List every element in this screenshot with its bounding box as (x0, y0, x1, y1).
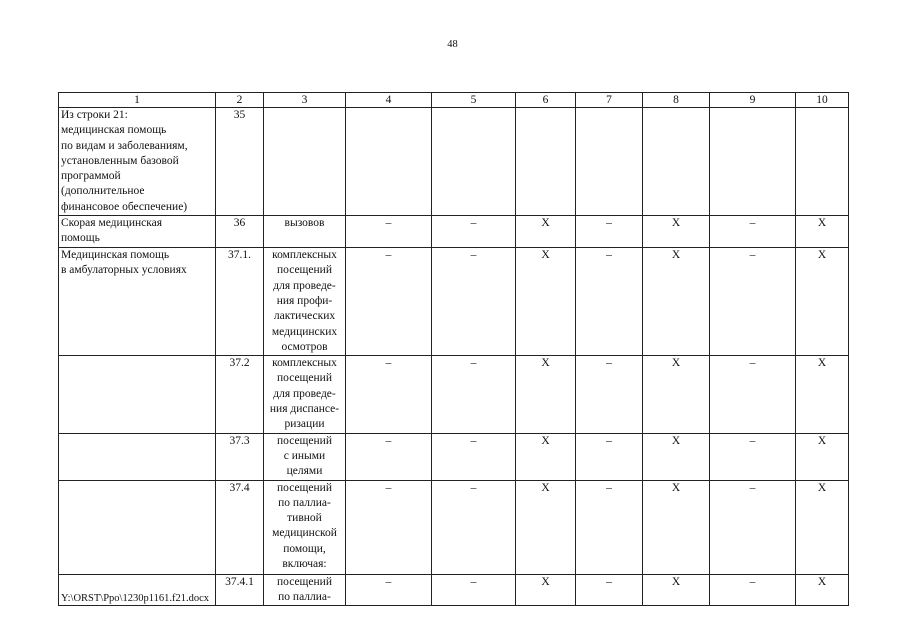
value-cell (710, 108, 796, 216)
value-cell: – (432, 248, 516, 356)
table-row (59, 480, 849, 574)
value-cell: – (710, 574, 796, 606)
value-cell: – (346, 248, 432, 356)
row-number-cell: 37.1. (216, 248, 264, 356)
unit-cell: комплексных посещений для проведе- ния диспансе- ризации (264, 356, 346, 433)
table-row (59, 356, 849, 433)
value-cell: Х (643, 248, 710, 356)
value-cell: Х (796, 216, 849, 248)
value-cell (643, 108, 710, 216)
row-description-cell (59, 356, 216, 433)
row-number-cell: 37.2 (216, 356, 264, 433)
table-row (59, 433, 849, 480)
value-cell: – (576, 248, 643, 356)
value-cell: Х (796, 248, 849, 356)
unit-cell: посещений по паллиа- (264, 574, 346, 606)
column-header: 2 (216, 93, 264, 108)
value-cell: – (710, 248, 796, 356)
column-header: 9 (710, 93, 796, 108)
value-cell: – (432, 433, 516, 480)
row-number-cell: 35 (216, 108, 264, 216)
value-cell: – (432, 480, 516, 574)
value-cell: – (576, 433, 643, 480)
value-cell: – (432, 574, 516, 606)
table-row (59, 216, 849, 248)
value-cell (796, 108, 849, 216)
value-cell: Х (516, 356, 576, 433)
value-cell: – (346, 356, 432, 433)
value-cell: Х (643, 216, 710, 248)
unit-cell: комплексных посещений для проведе- ния профи- лактических медицинских осмотров (264, 248, 346, 356)
row-description-cell (59, 433, 216, 480)
value-cell: Х (796, 356, 849, 433)
value-cell: – (710, 216, 796, 248)
column-header: 5 (432, 93, 516, 108)
value-cell (516, 108, 576, 216)
column-header: 3 (264, 93, 346, 108)
value-cell: – (346, 574, 432, 606)
value-cell: Х (516, 216, 576, 248)
row-number-cell: 37.4.1 (216, 574, 264, 606)
row-description-cell (59, 480, 216, 574)
unit-cell: посещений по паллиа- тивной медицинской помощи, включая: (264, 480, 346, 574)
column-header: 10 (796, 93, 849, 108)
unit-cell (264, 108, 346, 216)
value-cell: Х (643, 480, 710, 574)
row-description-cell: Медицинская помощь в амбулаторных условиях (59, 248, 216, 356)
value-cell: – (710, 480, 796, 574)
table-row (59, 108, 849, 216)
value-cell: Х (643, 433, 710, 480)
table-header-row (59, 93, 849, 108)
value-cell: – (346, 433, 432, 480)
column-header: 4 (346, 93, 432, 108)
value-cell: Х (796, 480, 849, 574)
value-cell: – (346, 216, 432, 248)
value-cell: Х (643, 356, 710, 433)
value-cell: – (432, 356, 516, 433)
column-header: 7 (576, 93, 643, 108)
column-header: 6 (516, 93, 576, 108)
column-header: 8 (643, 93, 710, 108)
row-number-cell: 37.3 (216, 433, 264, 480)
row-description-cell: Из строки 21: медицинская помощь по видам и заболеваниям, установленным базовой программой (дополнительное финансовое обеспечение) (59, 108, 216, 216)
value-cell (576, 108, 643, 216)
value-cell: – (576, 356, 643, 433)
value-cell: – (576, 480, 643, 574)
value-cell: Х (796, 433, 849, 480)
value-cell: Х (516, 574, 576, 606)
value-cell (346, 108, 432, 216)
value-cell: – (710, 356, 796, 433)
value-cell (432, 108, 516, 216)
column-header: 1 (59, 93, 216, 108)
row-number-cell: 36 (216, 216, 264, 248)
row-description-cell: Скорая медицинская помощь (59, 216, 216, 248)
table-row (59, 248, 849, 356)
unit-cell: вызовов (264, 216, 346, 248)
page-number: 48 (447, 39, 458, 50)
value-cell: – (346, 480, 432, 574)
value-cell: Х (643, 574, 710, 606)
value-cell: Х (796, 574, 849, 606)
row-number-cell: 37.4 (216, 480, 264, 574)
footer-file-path: Y:\ORST\Ppo\1230p1161.f21.docx (61, 593, 209, 604)
value-cell: – (432, 216, 516, 248)
value-cell: – (710, 433, 796, 480)
value-cell: – (576, 216, 643, 248)
value-cell: – (576, 574, 643, 606)
value-cell: Х (516, 433, 576, 480)
value-cell: Х (516, 248, 576, 356)
unit-cell: посещений с иными целями (264, 433, 346, 480)
value-cell: Х (516, 480, 576, 574)
data-table (58, 92, 849, 606)
